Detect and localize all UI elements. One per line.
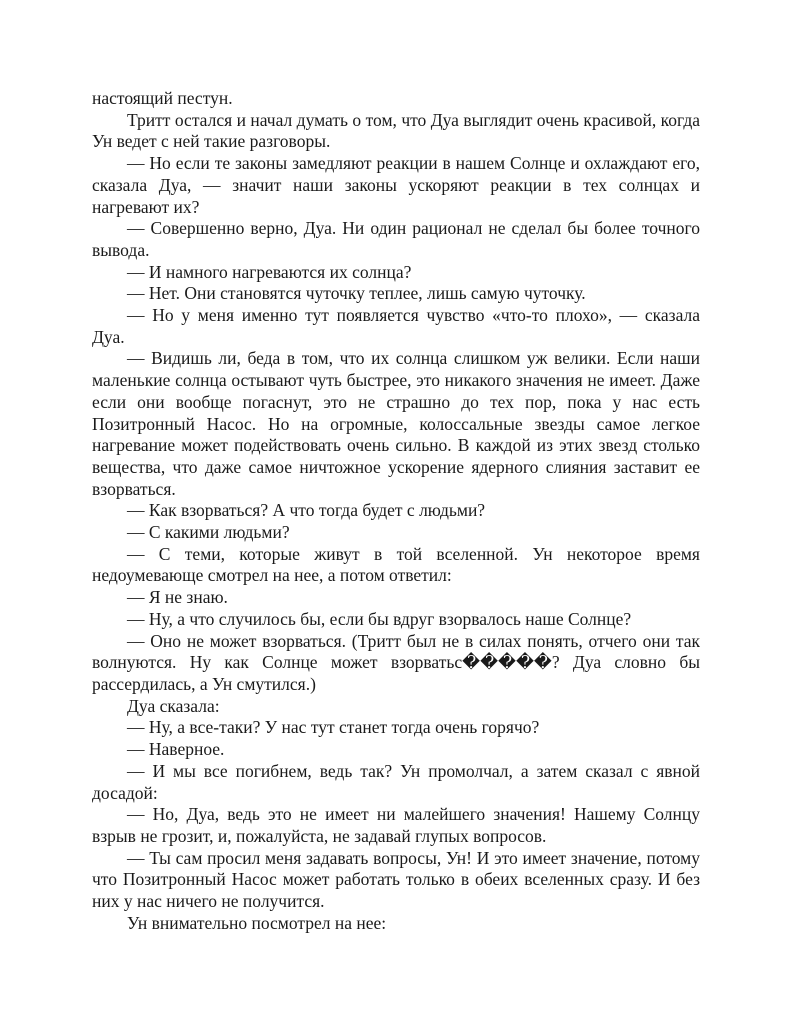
paragraph: — Видишь ли, беда в том, что их солнца слишком уж велики. Если наши маленькие солнца остывают чуть быстрее, это никакого значения не имеет. Даже если они вообще погаснут, это не страшно до тех пор, пока у нас есть Позитронный Насос. Но на огромные, колоссальные звезды самое легкое нагревание может подействовать очень сильно. В каждой из этих звезд столько вещества, что даже самое ничтожное ускорение ядерного слияния заставит ее взорваться. — [92, 348, 700, 499]
page-text-block — [92, 88, 700, 934]
paragraph: — И мы все погибнем, ведь так? Ун промолчал, а затем сказал с явной досадой: — [92, 760, 700, 803]
paragraph: — Нет. Они становятся чуточку теплее, лишь самую чуточку. — [127, 283, 586, 304]
paragraph: — Как взорваться? А что тогда будет с людьми? — [127, 500, 486, 521]
paragraph: — Ну, а что случилось бы, если бы вдруг взорвалось наше Солнце? — [127, 608, 632, 629]
paragraph: — С какими людьми? — [127, 522, 290, 543]
paragraph: — Ну, а все-таки? У нас тут станет тогда очень горячо? — [127, 717, 540, 738]
paragraph: — И намного нагреваются их солнца? — [127, 261, 412, 282]
paragraph: — Оно не может взорваться. (Тритт был не в силах понять, отчего они так волнуются. Ну как Солнце может взорватьс�����? Дуа словно бы рассердилась, а Ун смутился.) — [92, 630, 700, 694]
paragraph: Ун внимательно посмотрел на нее: — [127, 912, 387, 933]
paragraph: Тритт остался и начал думать о том, что Дуа выглядит очень красивой, когда Ун ведет с ней такие разговоры. — [92, 109, 700, 152]
paragraph: настоящий пестун. — [92, 88, 233, 108]
paragraph: — С теми, которые живут в той вселенной. Ун некоторое время недоумевающе смотрел на нее, а потом ответил: — [92, 543, 700, 586]
paragraph: — Но, Дуа, ведь это не имеет ни малейшего значения! Нашему Солнцу взрыв не грозит, и, пожалуйста, не задавай глупых вопросов. — [92, 804, 700, 846]
paragraph: Дуа сказала: — [127, 695, 220, 716]
paragraph: — Ты сам просил меня задавать вопросы, Ун! И это имеет значение, потому что Позитронный Насос может работать только в обеих вселенных сразу. И без них у нас ничего не получится. — [92, 847, 700, 912]
paragraph: — Но у меня именно тут появляется чувство «что-то плохо», — сказала Дуа. — [92, 305, 700, 347]
paragraph: — Наверное. — [127, 739, 225, 760]
paragraph: — Я не знаю. — [127, 587, 228, 608]
paragraph: — Но если те законы замедляют реакции в нашем Солнце и охлаждают его, сказала Дуа, — значит наши законы ускоряют реакции в тех солнцах и нагревают их? — [92, 153, 700, 217]
paragraph: — Совершенно верно, Дуа. Ни один рационал не сделал бы более точного вывода. — [92, 218, 700, 260]
